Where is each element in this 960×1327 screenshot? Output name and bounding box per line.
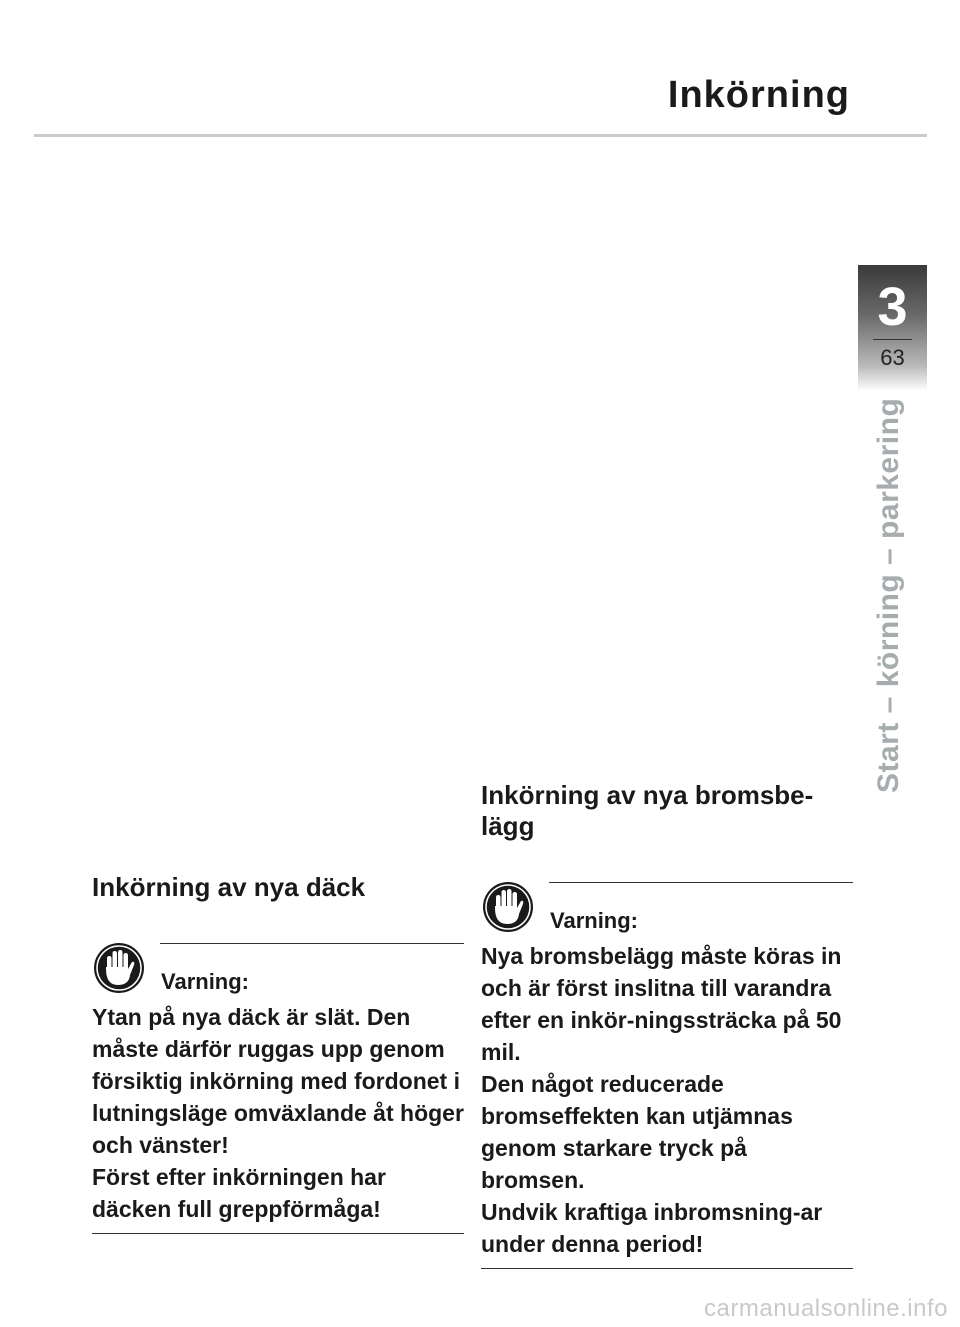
page-number: 63 — [880, 345, 905, 370]
warning-paragraph: Först efter inkörningen har däcken full greppförmåga! — [92, 1164, 386, 1222]
page-title: Inkörning — [667, 74, 850, 116]
warning-paragraph: Undvik kraftiga inbromsning-ar under denna period! — [481, 1199, 823, 1257]
section-bottom-divider — [92, 1233, 464, 1234]
warning-header — [92, 933, 464, 1001]
section-brake-pads — [481, 780, 853, 1269]
watermark-text: carmanualsonline.info — [704, 1295, 948, 1322]
chapter-tab — [858, 265, 927, 391]
hand-stop-icon — [481, 880, 535, 934]
warning-divider — [549, 882, 853, 883]
section-bottom-divider — [481, 1268, 853, 1269]
section-heading: Inkörning av nya däck — [92, 872, 366, 902]
warning-text — [92, 1001, 464, 1225]
chapter-divider — [873, 339, 912, 340]
warning-paragraph: Den något reducerade bromseffekten kan utjämnas genom starkare tryck på bromsen. — [481, 1071, 793, 1193]
warning-paragraph: Nya bromsbelägg måste köras in och är först inslitna till varandra efter en inkör-ningssträcka på 50 mil. — [481, 943, 842, 1065]
warning-paragraph: Ytan på nya däck är slät. Den måste därför ruggas upp genom försiktig inkörning med fordonet i lutningsläge omväxlande åt höger och vänster! — [92, 1004, 464, 1158]
chapter-side-label: Start – körning – parkering — [872, 397, 905, 793]
chapter-number: 3 — [877, 277, 908, 337]
section-heading: Inkörning av nya bromsbe-lägg — [481, 780, 814, 841]
header-divider — [34, 134, 927, 137]
hand-stop-icon — [92, 941, 146, 995]
section-tyres — [92, 872, 464, 1234]
warning-label: Varning: — [161, 969, 250, 994]
warning-header — [481, 872, 853, 940]
warning-divider — [160, 943, 464, 944]
warning-label: Varning: — [550, 908, 639, 933]
warning-text — [481, 940, 853, 1260]
